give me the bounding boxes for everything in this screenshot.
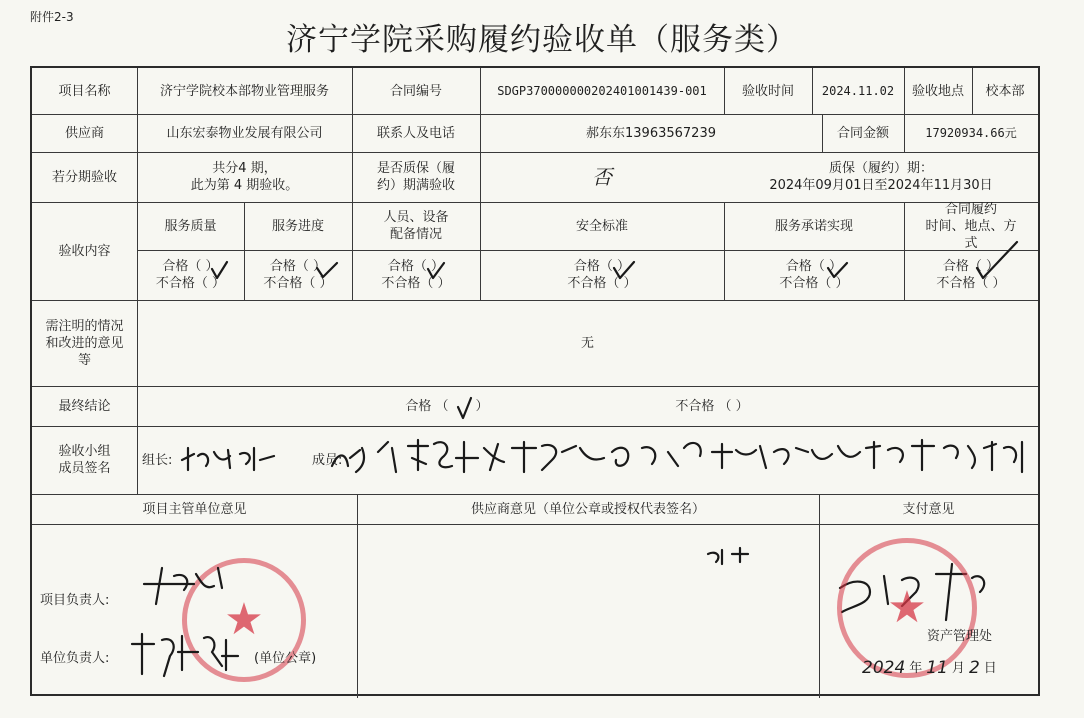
supplier-opinion-label: 供应商意见（单位公章或授权代表签名）	[470, 501, 705, 517]
fail-option: 不合格（ ）	[263, 276, 333, 291]
supplier-label: 供应商	[64, 125, 104, 141]
dept-opinion-label: 项目主管单位意见	[142, 501, 247, 517]
payment-date	[862, 654, 1032, 682]
footer-signatures	[32, 68, 1038, 698]
installment-label: 若分期验收	[51, 169, 117, 185]
project-name-label: 项目名称	[58, 83, 111, 99]
notes-value: 无	[580, 335, 594, 351]
fail-option: 不合格（ ）	[936, 276, 1006, 291]
pass-option: 合格（ ）	[269, 259, 327, 274]
team-members-label: 成员:	[312, 452, 343, 468]
pass-option: 合格（ ）	[785, 259, 843, 274]
seal-star-icon: ★	[887, 582, 927, 633]
contract-amount-value: 17920934.66元	[925, 125, 1017, 140]
unit-lead-signature	[132, 634, 238, 676]
warranty-value: 否	[592, 164, 612, 189]
team-leader-label: 组长:	[142, 452, 173, 468]
contact-label: 联系人及电话	[376, 125, 455, 141]
header-personnel-line-2: 配备情况	[389, 227, 442, 242]
header-service-commitment: 服务承诺实现	[774, 218, 853, 234]
contact-value: 郝东东13963567239	[586, 125, 716, 141]
header-contract-line-2: 时间、地点、方	[925, 218, 1017, 234]
date-month: 11	[926, 657, 948, 678]
pass-option: 合格（ ）	[942, 259, 1000, 274]
page-title: 济宁学院采购履约验收单（服务类）	[286, 22, 798, 58]
header-service-progress: 服务进度	[271, 218, 324, 234]
fail-option: 不合格（ ）	[567, 276, 637, 291]
header-service-quality: 服务质量	[164, 218, 217, 234]
warranty-period-line-2: 2024年09月01日至2024年11月30日	[769, 178, 993, 193]
warranty-label-line-2: 约）期满验收	[376, 178, 455, 193]
warranty-label-line-1: 是否质保（履	[376, 161, 455, 176]
date-year: 2024	[862, 657, 906, 678]
project-name-value: 济宁学院校本部物业管理服务	[159, 83, 329, 99]
installment-line-1: 共分4 期，	[212, 161, 277, 176]
date-month-text: 月	[951, 660, 965, 676]
acceptance-form	[30, 66, 1040, 696]
header-safety-standard: 安全标准	[575, 218, 628, 234]
acceptance-time-value: 2024.11.02	[821, 83, 895, 98]
seal-star-icon: ★	[224, 594, 264, 645]
team-label-line-1: 验收小组	[58, 444, 111, 459]
unit-seal-label: (单位公章)	[254, 650, 317, 666]
pass-option: 合格（ ）	[573, 259, 631, 274]
header-contract-line-1: 合同履约	[944, 201, 997, 217]
installment-line-2: 此为第 4 期验收。	[190, 178, 299, 193]
acceptance-content-label: 验收内容	[58, 243, 111, 259]
date-day: 2	[968, 657, 980, 678]
pass-option: 合格（ ）	[162, 259, 219, 274]
acceptance-location-value: 校本部	[985, 83, 1025, 99]
date-year-text: 年	[909, 660, 923, 676]
attachment-label: 附件2-3	[30, 10, 74, 24]
conclusion-pass-close: ）	[475, 398, 489, 414]
warranty-period-line-1: 质保（履约）期：	[828, 161, 933, 176]
fail-option: 不合格（ ）	[779, 276, 849, 291]
team-label-line-2: 成员签名	[58, 461, 111, 476]
conclusion-fail: 不合格 （ ）	[675, 398, 749, 414]
acceptance-location-label: 验收地点	[911, 83, 964, 99]
payment-signature	[840, 564, 984, 620]
date-day-text: 日	[983, 660, 997, 676]
header-contract-line-3: 式	[964, 235, 978, 251]
unit-lead-label: 单位负责人:	[40, 650, 110, 666]
project-lead-label: 项目负责人:	[40, 592, 110, 608]
final-conclusion-label: 最终结论	[58, 398, 111, 414]
notes-label-line-2: 和改进的意见	[45, 335, 124, 351]
asset-office-label: 资产管理处	[927, 628, 993, 644]
conclusion-pass: 合格 （	[405, 398, 449, 414]
fail-option: 不合格（ ）	[381, 276, 451, 291]
acceptance-time-label: 验收时间	[741, 83, 794, 99]
fail-option: 不合格（ ）	[155, 276, 226, 291]
contract-amount-label: 合同金额	[836, 125, 889, 141]
notes-label-line-3: 等	[77, 352, 91, 368]
contract-number-label: 合同编号	[389, 83, 442, 99]
pass-option: 合格（ ）	[387, 259, 445, 274]
project-lead-signature	[144, 568, 222, 604]
supplier-signature	[708, 548, 748, 564]
payment-opinion-label: 支付意见	[902, 501, 955, 517]
notes-label-line-1: 需注明的情况	[45, 318, 124, 334]
header-personnel-line-1: 人员、设备	[383, 210, 449, 225]
contract-number-value: SDGP370000000202401001439-001	[497, 83, 707, 98]
supplier-value: 山东宏泰物业发展有限公司	[166, 125, 323, 141]
